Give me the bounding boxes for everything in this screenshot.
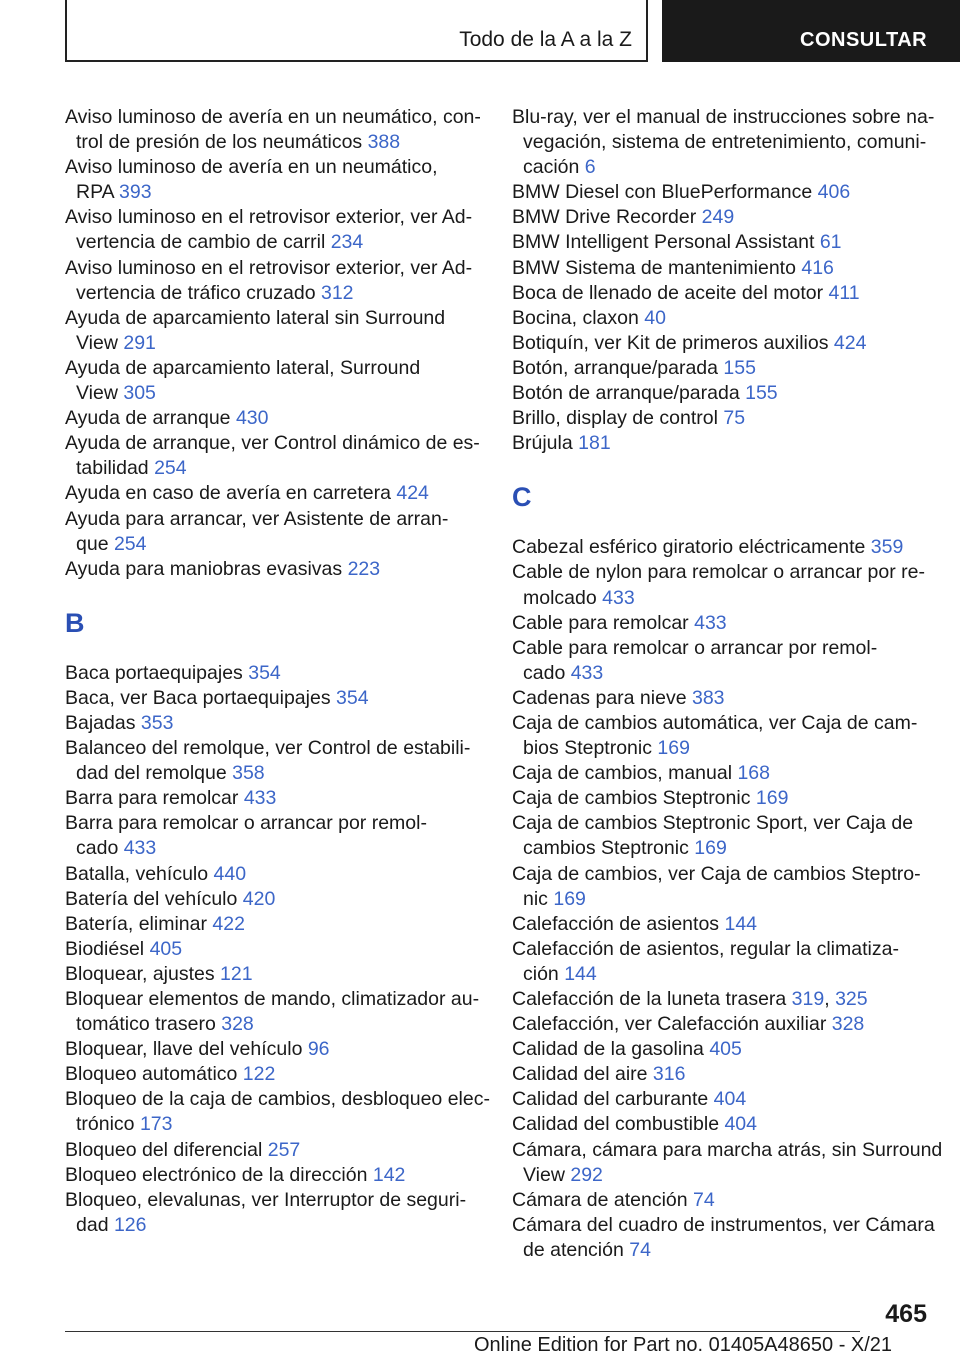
- index-entry: [65, 962, 477, 987]
- entry-text: Batería, eliminar: [65, 912, 213, 935]
- index-entry: [512, 431, 930, 456]
- entry-text: Bajadas: [65, 711, 141, 734]
- entry-text: RPA: [76, 181, 119, 204]
- entry-text: Ayuda para arrancar, ver Asistente de arran-: [65, 507, 449, 530]
- entry-text: Aviso luminoso de avería en un neumático, con-: [65, 106, 481, 128]
- page-link[interactable]: 354: [336, 686, 369, 709]
- entry-text: Caja de cambios Steptronic Sport, ver Caja de: [512, 812, 914, 835]
- page-link[interactable]: 223: [347, 557, 381, 580]
- index-entry: [512, 937, 930, 987]
- entry-text: Calidad de la gasolina: [512, 1038, 710, 1061]
- entry-text: nic: [523, 887, 554, 910]
- entry-text: Bloqueo del diferencial: [65, 1138, 268, 1161]
- entry-text: Aviso luminoso en el retrovisor exterior, ver Ad-: [65, 256, 473, 279]
- entry-text: BMW Drive Recorder: [512, 206, 702, 229]
- page-link[interactable]: 422: [212, 912, 245, 935]
- entry-text: vertencia de cambio de carril: [76, 231, 331, 254]
- index-entry: [512, 1112, 930, 1137]
- section-title: Todo de la A a la Z: [459, 28, 632, 51]
- index-entry: [65, 256, 477, 306]
- entry-text: tomático trasero: [76, 1013, 222, 1036]
- index-entry: [512, 1062, 930, 1087]
- entry-text: vegación, sistema de entretenimiento, comuni-: [523, 131, 927, 154]
- entry-text: Botón de arranque/parada: [512, 382, 746, 405]
- entry-text: Barra para remolcar: [65, 787, 244, 810]
- index-entry: [65, 1138, 477, 1163]
- index-entry: [65, 736, 477, 786]
- entry-text: cambios Steptronic: [523, 837, 695, 860]
- page-link[interactable]: 433: [243, 787, 277, 810]
- index-entry: [65, 1188, 477, 1238]
- index-entry: [65, 987, 480, 1037]
- entry-text: dad del remolque: [76, 762, 233, 785]
- entry-text: Boca de llenado de aceite del motor: [512, 281, 829, 304]
- entry-text: Calefacción, ver Calefacción auxiliar: [512, 1013, 832, 1036]
- index-entry: [512, 1037, 930, 1062]
- page-link[interactable]: 254: [113, 532, 147, 555]
- entry-text: Ayuda en caso de avería en carretera: [65, 482, 397, 505]
- page-link[interactable]: 305: [123, 382, 156, 405]
- page-header: [65, 0, 960, 64]
- index-entry: [512, 331, 930, 356]
- index-entry: [512, 356, 930, 381]
- index-letter-heading: B: [65, 607, 85, 638]
- index-entry: [512, 281, 930, 306]
- page-link[interactable]: 142: [372, 1163, 406, 1186]
- page-link[interactable]: 420: [242, 887, 276, 910]
- index-entry: [512, 811, 930, 861]
- entry-text: Aviso luminoso de avería en un neumático,: [65, 156, 438, 179]
- page-link[interactable]: 173: [139, 1113, 173, 1136]
- page-link[interactable]: 319: [791, 988, 825, 1010]
- index-entry: [65, 1037, 477, 1062]
- entry-text: Cadenas para nieve: [512, 686, 692, 709]
- index-entry: [512, 611, 930, 636]
- page-link[interactable]: 433: [570, 661, 604, 684]
- page-link[interactable]: 169: [657, 737, 690, 760]
- index-entry: [512, 256, 930, 281]
- entry-text: Caja de cambios, manual: [512, 762, 738, 785]
- index-entry: [512, 1188, 930, 1213]
- entry-text: Blu-ray, ver el manual de instrucciones sobre na-: [512, 106, 935, 128]
- page-link[interactable]: 325: [835, 988, 868, 1010]
- page-link[interactable]: 169: [553, 887, 586, 910]
- index-column-right: [512, 105, 943, 1263]
- entry-text: cado: [523, 661, 571, 684]
- entry-text: Brillo, display de control: [512, 407, 724, 430]
- page-link[interactable]: 155: [745, 382, 778, 405]
- index-entry: [65, 1062, 477, 1087]
- index-column-left: [65, 105, 490, 1238]
- page-separator: ,: [824, 988, 836, 1010]
- index-entry: [65, 155, 477, 205]
- entry-text: Cámara del cuadro de instrumentos, ver Cámara: [512, 1213, 935, 1236]
- entry-text: ción: [523, 962, 565, 985]
- entry-text: Calidad del combustible: [512, 1113, 725, 1136]
- page-link[interactable]: 383: [691, 686, 725, 709]
- entry-text: Calefacción de la luneta trasera: [512, 988, 792, 1010]
- index-entry: [512, 381, 930, 406]
- page-link[interactable]: 404: [724, 1113, 757, 1136]
- page-link[interactable]: 169: [755, 787, 789, 810]
- index-entry: [65, 786, 477, 811]
- index-entry: [65, 661, 477, 686]
- consult-tab-label: CONSULTAR: [800, 29, 928, 51]
- entry-text: Cámara de atención: [512, 1188, 694, 1211]
- page-number: 465: [885, 1300, 927, 1328]
- index-entry: [512, 180, 930, 205]
- page-link[interactable]: 292: [570, 1163, 603, 1186]
- index-entry: [65, 557, 477, 582]
- page-link[interactable]: 424: [833, 331, 867, 354]
- page-link[interactable]: 169: [694, 837, 727, 860]
- entry-text: Ayuda de arranque: [65, 407, 236, 430]
- index-entry: [65, 1163, 477, 1188]
- entry-text: Ayuda para maniobras evasivas: [65, 557, 348, 580]
- page-link[interactable]: 291: [123, 331, 156, 354]
- entry-text: Ayuda de arranque, ver Control dinámico de es-: [65, 432, 480, 455]
- entry-text: Ayuda de aparcamiento lateral sin Surround: [65, 306, 446, 329]
- index-entry: [65, 862, 477, 887]
- page-link[interactable]: 411: [828, 281, 860, 304]
- entry-text: Baca portaequipajes: [65, 661, 249, 684]
- index-entry: [65, 686, 477, 711]
- entry-text: cación: [523, 156, 585, 179]
- entry-text: Batalla, vehículo: [65, 862, 214, 885]
- entry-text: Cable para remolcar o arrancar por remol-: [512, 636, 878, 659]
- entry-text: Cable para remolcar: [512, 611, 695, 634]
- page-link[interactable]: 433: [694, 611, 727, 634]
- entry-text: tabilidad: [76, 457, 155, 480]
- entry-text: cado: [76, 837, 124, 860]
- index-entry: [65, 481, 477, 506]
- entry-text: Cámara, cámara para marcha atrás, sin Surround: [512, 1138, 943, 1161]
- entry-text: Bloqueo de la caja de cambios, desbloqueo elec-: [65, 1088, 490, 1111]
- entry-text: Ayuda de aparcamiento lateral, Surround: [65, 356, 421, 379]
- index-entry: [512, 987, 930, 1012]
- entry-text: BMW Intelligent Personal Assistant: [512, 231, 820, 254]
- page-link[interactable]: 75: [723, 407, 746, 430]
- entry-text: dad: [76, 1213, 114, 1236]
- page-link[interactable]: 155: [723, 356, 756, 379]
- entry-text: Caja de cambios Steptronic: [512, 787, 756, 810]
- page-link[interactable]: 430: [235, 407, 269, 430]
- index-entry: [65, 507, 477, 557]
- page-link[interactable]: 328: [831, 1013, 865, 1036]
- entry-text: Balanceo del remolque, ver Control de estabili-: [65, 737, 471, 760]
- page-link[interactable]: 433: [602, 586, 635, 609]
- entry-text: bios Steptronic: [523, 737, 658, 760]
- page-link[interactable]: 181: [578, 432, 611, 455]
- entry-text: BMW Sistema de mantenimiento: [512, 256, 802, 279]
- entry-text: Cabezal esférico giratorio eléctricamente: [512, 536, 871, 559]
- index-entry: [512, 786, 930, 811]
- entry-text: Bloqueo automático: [65, 1063, 243, 1086]
- index-entry: [65, 406, 477, 431]
- page-link[interactable]: 74: [693, 1188, 715, 1211]
- page-link[interactable]: 433: [123, 837, 157, 860]
- index-entry: [512, 105, 935, 180]
- page-link[interactable]: 96: [307, 1038, 330, 1061]
- page-link[interactable]: 126: [113, 1213, 147, 1236]
- page-link[interactable]: 144: [724, 912, 758, 935]
- page-link[interactable]: 405: [709, 1038, 742, 1061]
- index-entry: [512, 306, 930, 331]
- index-entry: [65, 711, 477, 736]
- index-entry: [512, 406, 930, 431]
- page-link[interactable]: 74: [629, 1238, 651, 1261]
- entry-text: View: [76, 331, 124, 354]
- entry-text: BMW Diesel con BluePerformance: [512, 181, 818, 204]
- edition-note: Online Edition for Part no. 01405A48650 - X/21: [474, 1334, 893, 1356]
- entry-text: vertencia de tráfico cruzado: [76, 281, 321, 304]
- page-link[interactable]: 168: [737, 762, 770, 785]
- page-link[interactable]: 440: [213, 862, 247, 885]
- page-link[interactable]: 234: [330, 231, 364, 254]
- index-entry: [65, 431, 480, 481]
- entry-text: Botón, arranque/parada: [512, 356, 724, 379]
- entry-text: Botiquín, ver Kit de primeros auxilios: [512, 331, 834, 354]
- page-link[interactable]: 312: [320, 281, 354, 304]
- page-link[interactable]: 358: [232, 762, 265, 785]
- index-entry: [512, 636, 930, 686]
- page-link[interactable]: 144: [564, 962, 597, 985]
- entry-text: Bloqueo electrónico de la dirección: [65, 1163, 373, 1186]
- page-link[interactable]: 40: [644, 306, 666, 329]
- page-link[interactable]: 416: [801, 256, 834, 279]
- consult-tab[interactable]: [662, 0, 960, 62]
- index-entry: [65, 887, 477, 912]
- page-link[interactable]: 61: [819, 231, 842, 254]
- entry-text: Aviso luminoso en el retrovisor exterior, ver Ad-: [65, 206, 473, 229]
- index-entry: [512, 1012, 930, 1037]
- entry-text: Bocina, claxon: [512, 306, 645, 329]
- entry-text: Baca, ver Baca portaequipajes: [65, 686, 337, 709]
- page-link[interactable]: 6: [584, 156, 596, 179]
- page-link[interactable]: 121: [220, 962, 253, 985]
- entry-text: Bloquear, ajustes: [65, 962, 221, 985]
- entry-text: Brújula: [512, 432, 579, 455]
- page-link[interactable]: 406: [817, 181, 851, 204]
- page-link[interactable]: 316: [652, 1063, 686, 1086]
- index-entry: [65, 105, 481, 155]
- entry-text: Bloquear elementos de mando, climatizador au-: [65, 988, 480, 1010]
- index-entry: [65, 912, 477, 937]
- index-entry: [512, 535, 930, 560]
- entry-text: molcado: [523, 586, 603, 609]
- index-entry: [65, 811, 477, 861]
- entry-text: Bloqueo, elevalunas, ver Interruptor de seguri-: [65, 1188, 467, 1211]
- index-entry: [65, 205, 477, 255]
- index-entry: [512, 205, 930, 230]
- entry-text: Calidad del aire: [512, 1063, 653, 1086]
- entry-text: Calidad del carburante: [512, 1088, 714, 1111]
- index-entry: [512, 1087, 930, 1112]
- page-link[interactable]: 359: [870, 536, 904, 559]
- entry-text: Calefacción de asientos: [512, 912, 725, 935]
- entry-text: que: [76, 532, 114, 555]
- index-entry: [512, 686, 930, 711]
- page-link[interactable]: 393: [119, 181, 152, 204]
- entry-text: View: [523, 1163, 571, 1186]
- index-entry: [512, 1213, 935, 1263]
- page-link[interactable]: 388: [367, 131, 401, 154]
- index-entry: [65, 1087, 490, 1137]
- index-entry: [65, 306, 477, 356]
- page-link[interactable]: 424: [396, 482, 429, 505]
- index-entry: [512, 1138, 943, 1188]
- index-entry: [512, 711, 930, 761]
- entry-text: Barra para remolcar o arrancar por remol-: [65, 812, 427, 835]
- entry-text: View: [76, 382, 124, 405]
- index-entry: [512, 560, 930, 610]
- index-letter-heading: C: [512, 482, 532, 513]
- footer-divider: [65, 1331, 860, 1332]
- page-link[interactable]: 353: [140, 711, 174, 734]
- entry-text: Biodiésel: [65, 937, 150, 960]
- entry-text: Batería del vehículo: [65, 887, 243, 910]
- entry-text: Caja de cambios automática, ver Caja de cam-: [512, 711, 918, 734]
- entry-text: Calefacción de asientos, regular la climatiza-: [512, 937, 899, 960]
- entry-text: Bloquear, llave del vehículo: [65, 1038, 308, 1061]
- index-entry: [512, 230, 930, 255]
- page-link[interactable]: 257: [267, 1138, 301, 1161]
- page-link[interactable]: 249: [701, 206, 735, 229]
- page-link[interactable]: 405: [149, 937, 183, 960]
- entry-text: de atención: [523, 1238, 630, 1261]
- section-tab: [65, 0, 648, 62]
- entry-text: Cable de nylon para remolcar o arrancar por re-: [512, 561, 925, 584]
- index-entry: [512, 862, 930, 912]
- index-entry: [512, 761, 930, 786]
- page-link[interactable]: 354: [248, 661, 281, 684]
- page-link[interactable]: 122: [242, 1063, 276, 1086]
- page-link[interactable]: 254: [154, 457, 187, 480]
- index-entry: [512, 912, 930, 937]
- page-link[interactable]: 328: [221, 1013, 254, 1036]
- page-link[interactable]: 404: [713, 1088, 747, 1111]
- entry-text: trol de presión de los neumáticos: [76, 131, 368, 154]
- index-entry: [65, 937, 477, 962]
- index-entry: [65, 356, 477, 406]
- entry-text: Caja de cambios, ver Caja de cambios Steptro-: [512, 862, 921, 885]
- entry-text: trónico: [76, 1113, 140, 1136]
